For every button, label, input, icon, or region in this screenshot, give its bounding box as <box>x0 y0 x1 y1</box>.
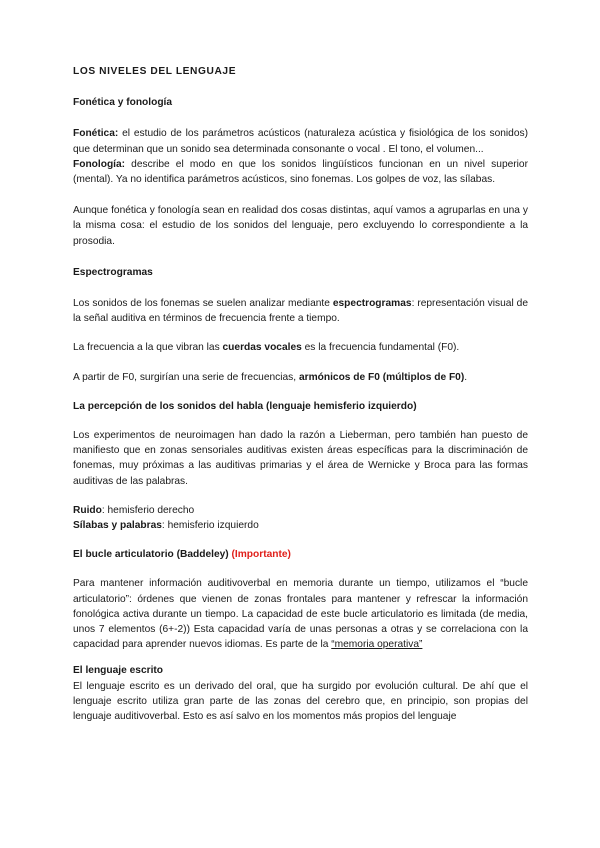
text-span: La frecuencia a la que vibran las <box>73 342 223 354</box>
paragraph-neuroimagen: Los experimentos de neuroimagen han dado la razón a Lieberman, pero también han puesto de manifiesto que en zonas sensoriales auditivas existen áreas específicas para la discriminación de fonemas, muy próximas a las auditivas primarias y el área de Wernicke y Broca para las formas auditivas de las palabras. <box>73 430 528 487</box>
paragraph-fonologia-definition <box>73 157 528 187</box>
paragraph-agrupacion: Aunque fonética y fonología sean en realidad dos cosas distintas, aquí vamos a agruparlas en una y la misma cosa: el estudio de los sonidos del lenguaje, pero excluyendo lo correspondiente a la prosodia. <box>73 205 528 247</box>
heading-espectrogramas: Espectrogramas <box>73 266 153 278</box>
text-span: : representación visual de la señal auditiva en términos de frecuencia frente a tiempo. <box>73 298 528 325</box>
text-span: : hemisferio derecho <box>101 504 195 516</box>
heading-bucle-text: El bucle articulatorio (Baddeley) <box>73 549 232 561</box>
heading-percepcion: La percepción de los sonidos del habla (lenguaje hemisferio izquierdo) <box>73 400 417 412</box>
heading-bucle-articulatorio <box>73 547 528 562</box>
text-span: : hemisferio izquierdo <box>161 520 259 532</box>
text-span: Los sonidos de los fonemas se suelen analizar mediante <box>73 298 333 310</box>
term-fonologia: Fonología: <box>73 158 126 170</box>
text-span: . <box>464 371 468 383</box>
paragraph-espectrogramas <box>73 296 528 326</box>
link-memoria-operativa[interactable]: “memoria operativa” <box>331 639 423 651</box>
text-span: es la frecuencia fundamental (F0). <box>301 342 460 354</box>
line-silabas <box>73 518 528 533</box>
line-ruido <box>73 503 528 518</box>
paragraph-fonetica-definition <box>73 126 528 156</box>
text-span: Para mantener información auditivoverbal en memoria durante un tiempo, utilizamos el “bucle articulatorio”: órdenes que vienen de zonas frontales para mantener y refrescar la información fonológica activa durante un tiempo. La capacidad de este bucle articulatorio es limitada (de media, unos 7 elementos (6+-2)) Esta capacidad varía de unas personas a otras y se correlaciona con la capacidad para aprender nuevos idiomas. Es parte de la <box>73 578 528 651</box>
term-espectrogramas: espectrogramas <box>332 298 412 310</box>
heading-lenguaje-escrito: El lenguaje escrito <box>73 665 164 677</box>
important-tag: (Importante) <box>231 549 291 561</box>
term-ruido: Ruido <box>73 504 102 516</box>
text-span: A partir de F0, surgirían una serie de frecuencias, <box>73 371 299 383</box>
term-silabas: Sílabas y palabras <box>73 520 162 532</box>
paragraph-armonicos <box>73 370 528 385</box>
paragraph-cuerdas-vocales <box>73 340 528 355</box>
document-page <box>73 64 528 724</box>
term-cuerdas-vocales: cuerdas vocales <box>222 342 302 354</box>
term-armonicos: armónicos de F0 (múltiplos de F0) <box>298 371 465 383</box>
paragraph-bucle <box>73 576 528 652</box>
text-fonetica: el estudio de los parámetros acústicos (naturaleza acústica y fisiológica de los sonidos) que determinan que un sonido sea determinada consonante o vocal . El tono, el volumen... <box>73 128 528 155</box>
term-fonetica: Fonética: <box>73 128 119 140</box>
document-title: LOS NIVELES DEL LENGUAJE <box>73 66 237 77</box>
text-fonologia: describe el modo en que los sonidos lingüísticos funcionan en un nivel superior (mental). Ya no identifica parámetros acústicos, sino fonemas. Los golpes de voz, las sílabas. <box>73 158 528 186</box>
paragraph-lenguaje-escrito: El lenguaje escrito es un derivado del oral, que ha surgido por evolución cultural. De ahí que el lenguaje escrito utiliza gran parte de las zonas del cerebro que, en principio, son propias del lenguaje auditivoverbal. Esto es así salvo en los momentos más propios del lenguaje <box>73 680 528 723</box>
heading-fonetica-fonologia: Fonética y fonología <box>73 97 173 109</box>
